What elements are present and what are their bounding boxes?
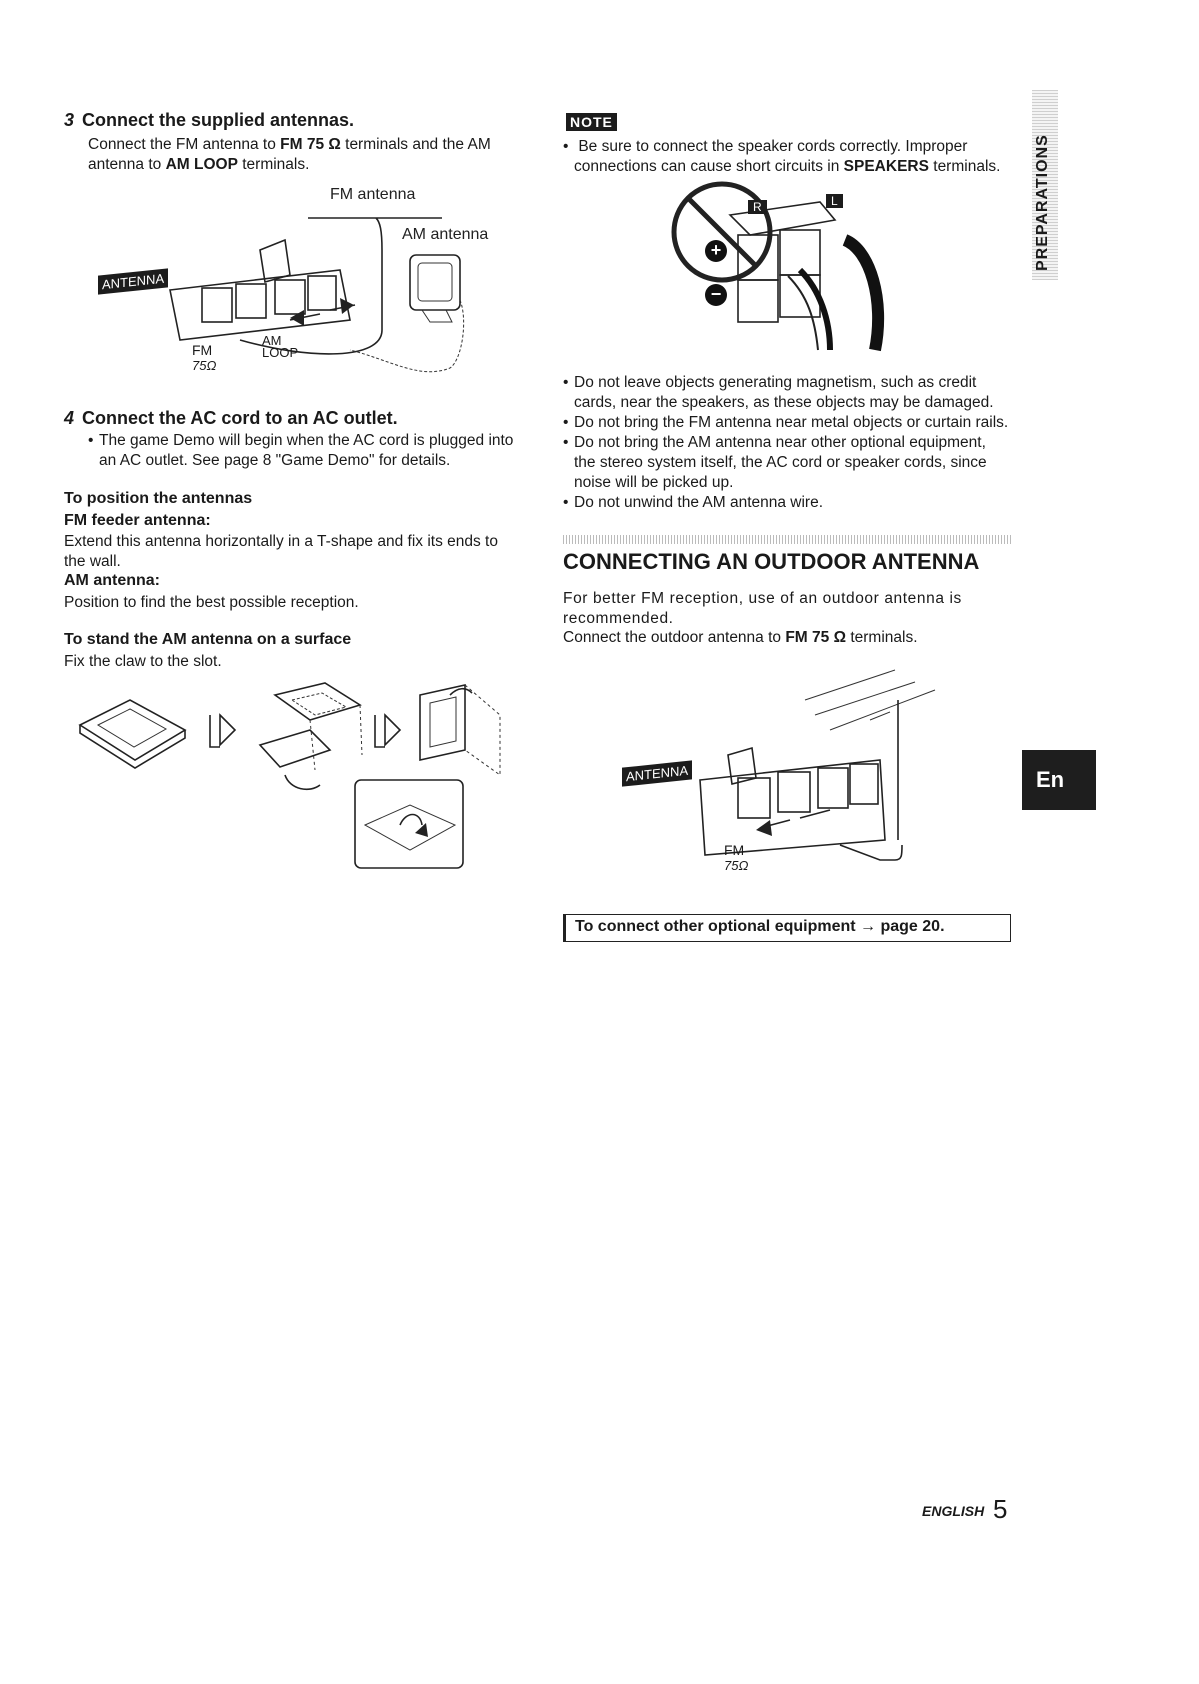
stand-antenna-figure — [70, 675, 510, 875]
fm-ohm-label: 75Ω — [192, 358, 217, 373]
outdoor-antenna-badge: ANTENNA — [622, 760, 692, 786]
optional-equipment-link: To connect other optional equipment → page 20. — [575, 918, 945, 935]
rotate-arrow-icon — [285, 775, 320, 789]
step3-heading — [64, 110, 354, 131]
position-antennas-heading: To position the antennas — [64, 490, 253, 507]
language-tab: En — [1022, 750, 1096, 810]
plus-terminal-icon: + — [705, 240, 727, 262]
stand-antenna-text: Fix the claw to the slot. — [64, 653, 222, 670]
outdoor-text-1: For better FM reception, use of an outdoor antenna is recommended. — [563, 590, 962, 627]
list-item: • Do not bring the AM antenna near other optional equipment, the stereo system itself, the AC cord or speaker cords, since noise will be picked up. — [563, 433, 1011, 493]
note-bullet-list — [563, 373, 1011, 513]
antenna-badge: ANTENNA — [98, 268, 168, 294]
step-arrow-icon — [375, 715, 400, 747]
antenna-feed-cable — [840, 845, 902, 860]
speaker-terminal-figure — [670, 180, 910, 360]
note-label: NOTE — [566, 113, 617, 131]
speaker-l-label: L — [826, 194, 843, 208]
step-arrow-icon — [210, 715, 235, 747]
terminal-lever — [260, 240, 290, 282]
step3-title: Connect the supplied antennas. — [82, 110, 355, 130]
step3-text: Connect the FM antenna to FM 75 Ω terminals and the AM antenna to AM LOOP terminals. — [88, 136, 491, 173]
outdoor-text-2: Connect the outdoor antenna to FM 75 Ω terminals. — [563, 629, 918, 646]
section-divider — [563, 535, 1011, 544]
stand-antenna-heading: To stand the AM antenna on a surface — [64, 631, 352, 648]
outdoor-fm-terminal-label: FM — [724, 842, 745, 858]
list-item: • Do not leave objects generating magnetism, such as credit cards, near the speakers, as these objects may be damaged. — [563, 373, 1011, 413]
step4-heading — [64, 408, 398, 429]
am-loop-terminal-label: AM LOOP — [262, 333, 299, 360]
outdoor-antenna-elements — [805, 670, 935, 730]
terminal-unit — [170, 270, 350, 340]
outdoor-antenna-title: CONNECTING AN OUTDOOR ANTENNA — [563, 549, 980, 574]
footer-language: ENGLISH — [922, 1503, 985, 1519]
step3-number: 3 — [64, 110, 75, 130]
note-bullet: • Be sure to connect the speaker cords correctly. Improper connections can cause short circuits in SPEAKERS terminals. — [563, 137, 1022, 177]
standing-loop-antenna — [420, 685, 465, 760]
step4-title: Connect the AC cord to an AC outlet. — [82, 408, 398, 428]
outdoor-ohm-label: 75Ω — [724, 858, 749, 873]
flat-loop-antenna — [80, 700, 185, 760]
step4-bullet: • The game Demo will begin when the AC cord is plugged into an AC outlet. See page 8 "Game Demo" for details. — [88, 431, 525, 471]
list-item: • Do not unwind the AM antenna wire. — [563, 493, 1011, 513]
am-antenna-heading: AM antenna: — [64, 572, 160, 589]
fig-am-antenna-label: AM antenna — [402, 226, 489, 243]
page-number: 5 — [993, 1494, 1008, 1524]
step4-number: 4 — [64, 408, 75, 428]
fm-feeder-text: Extend this antenna horizontally in a T-shape and fix its ends to the wall. — [64, 533, 498, 570]
minus-terminal-icon: − — [705, 284, 727, 306]
fig-fm-antenna-label: FM antenna — [330, 186, 416, 203]
claw-detail-inset — [355, 780, 463, 868]
list-item: • Do not bring the FM antenna near metal objects or curtain rails. — [563, 413, 1011, 433]
outdoor-terminal-unit — [700, 760, 885, 855]
fm-feeder-heading: FM feeder antenna: — [64, 512, 211, 529]
speaker-r-label: R — [748, 200, 767, 214]
speaker-cord — [845, 240, 878, 350]
section-tab-label: PREPARATIONS — [1034, 134, 1051, 271]
fm-terminal-label: FM — [192, 342, 213, 358]
optional-equipment-box — [563, 914, 1011, 942]
am-antenna-text: Position to find the best possible reception. — [64, 594, 359, 611]
